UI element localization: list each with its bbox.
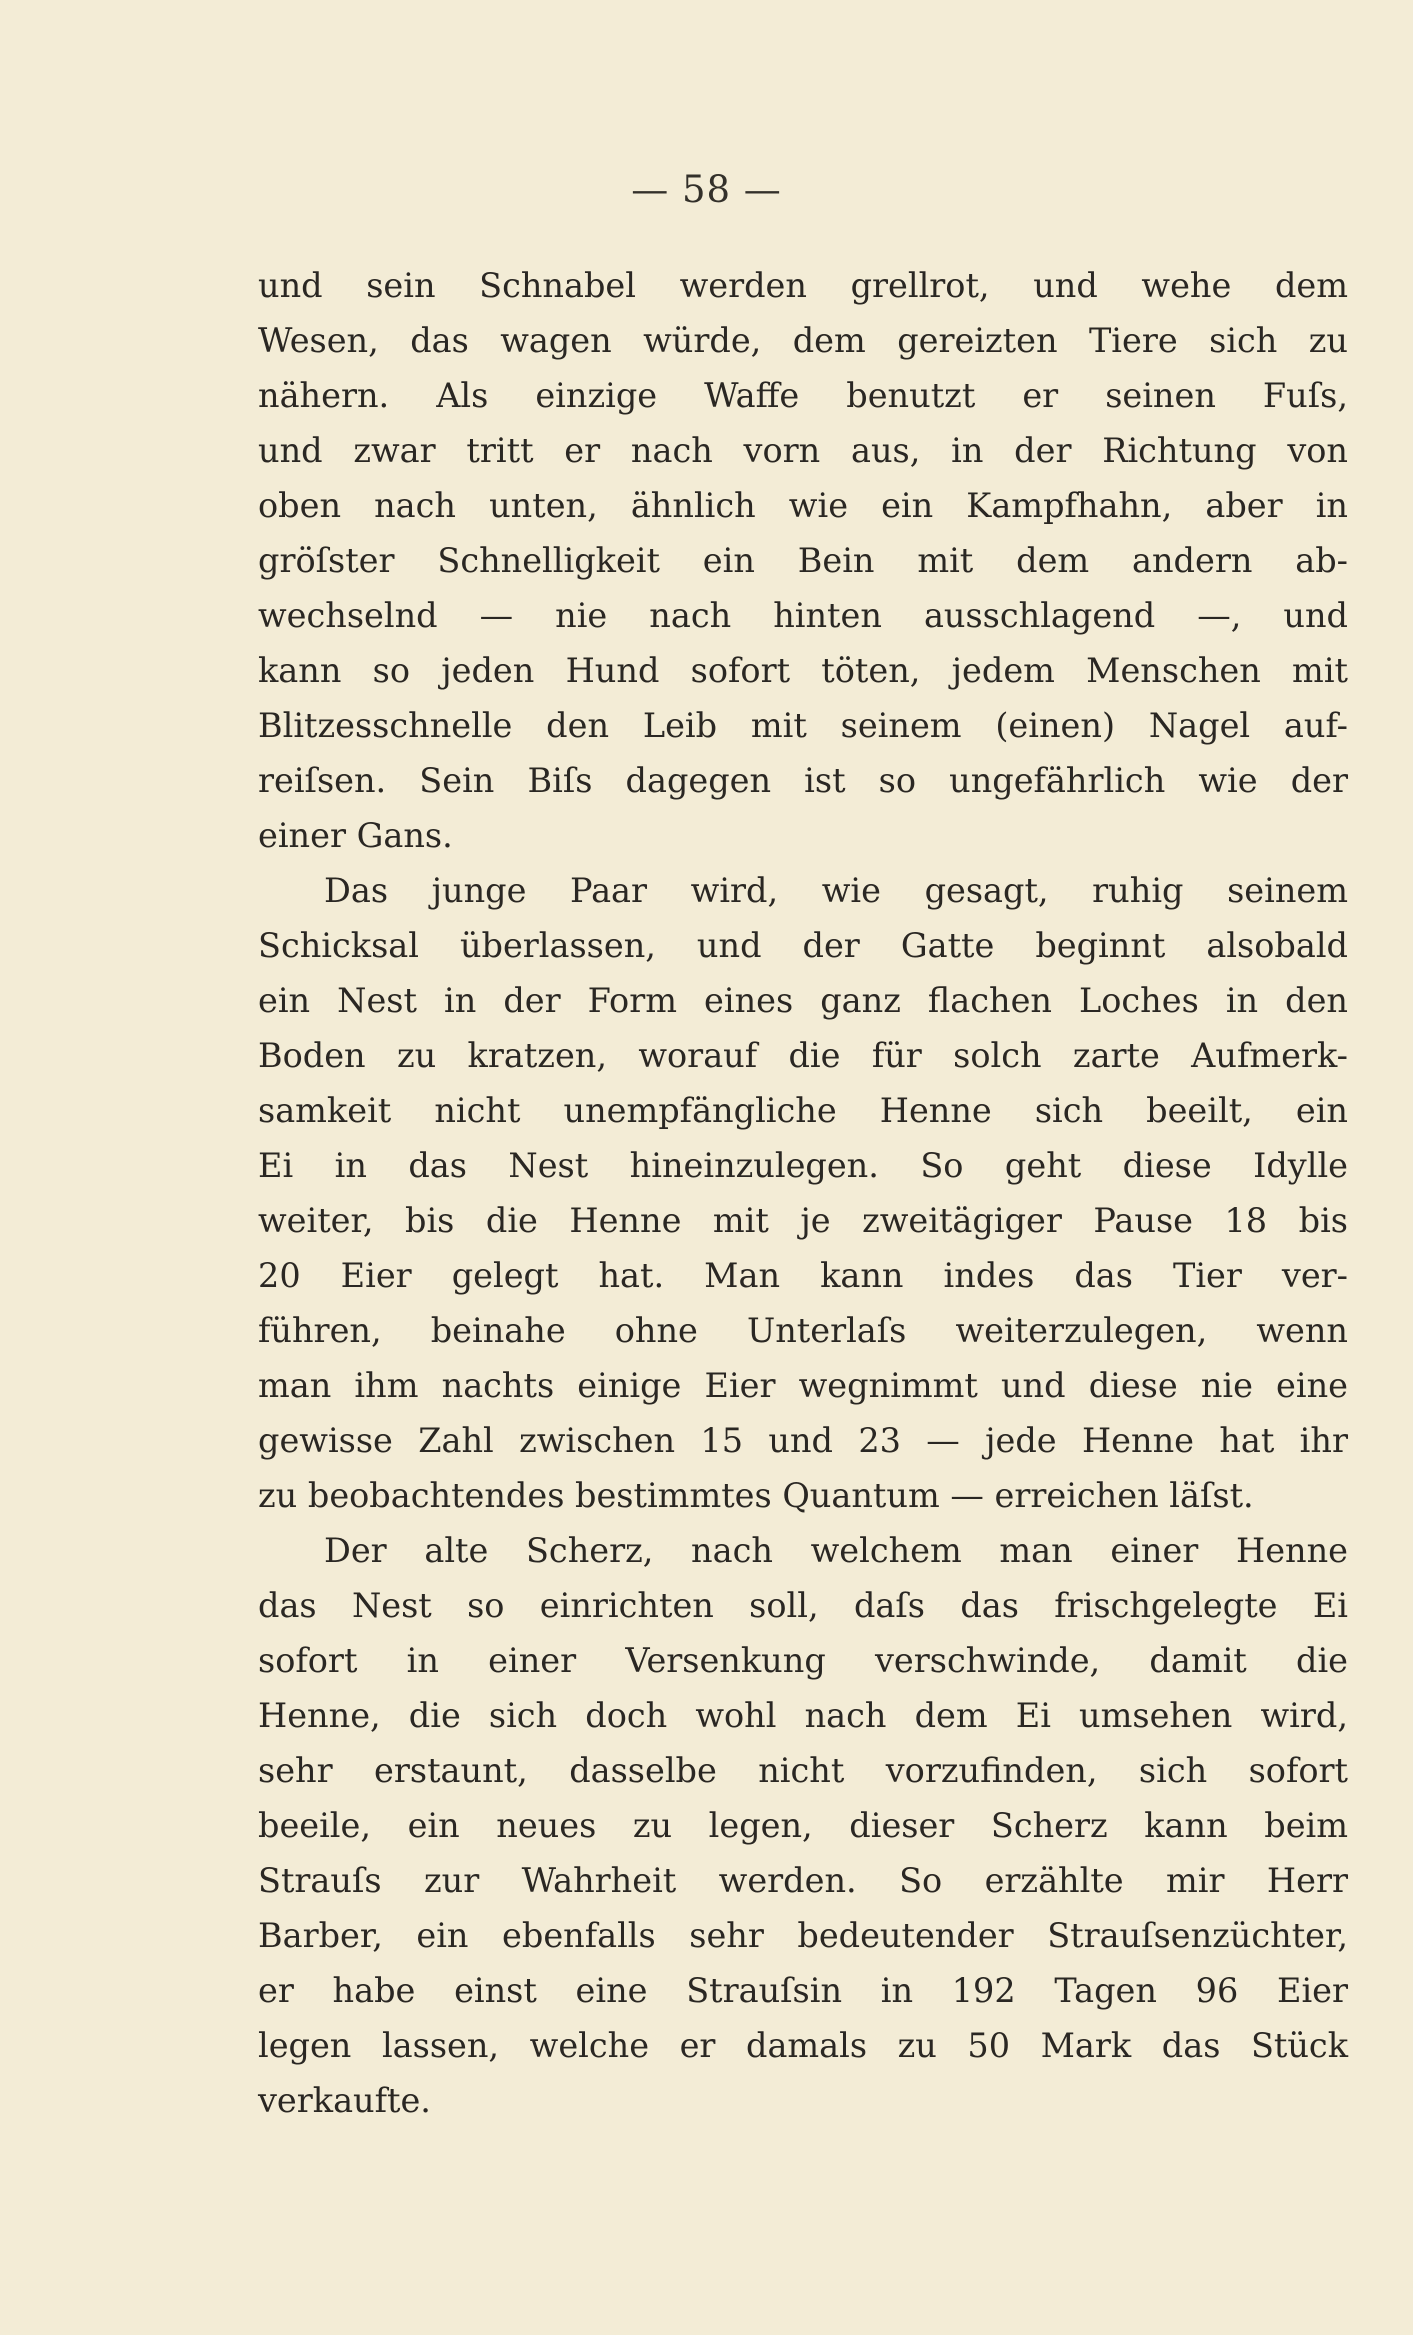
text-line: Der alte Scherz, nach welchem man einer Henne <box>324 1531 1348 1570</box>
text-line: führen, beinahe ohne Unterlaſs weiterzulegen, wenn <box>258 1311 1348 1350</box>
text-line: Schicksal überlassen, und der Gatte beginnt alsobald <box>258 926 1348 965</box>
text-line: sehr erstaunt, dasselbe nicht vorzufinden, sich sofort <box>258 1751 1348 1790</box>
text-line: und sein Schnabel werden grellrot, und wehe dem <box>258 266 1348 305</box>
text-line: reiſsen. Sein Biſs dagegen ist so ungefährlich wie der <box>258 761 1348 800</box>
text-line: gewisse Zahl zwischen 15 und 23 — jede Henne hat ihr <box>258 1421 1348 1460</box>
text-line: wechselnd — nie nach hinten ausschlagend —, und <box>258 596 1348 635</box>
text-line: zu beobachtendes bestimmtes Quantum — erreichen läſst. <box>258 1476 1254 1515</box>
text-line: Wesen, das wagen würde, dem gereizten Tiere sich zu <box>258 321 1348 360</box>
text-line: beeile, ein neues zu legen, dieser Scherz kann beim <box>258 1806 1348 1845</box>
text-line: Blitzesschnelle den Leib mit seinem (einen) Nagel auf- <box>258 706 1348 745</box>
text-line: sofort in einer Versenkung verschwinde, damit die <box>258 1641 1348 1680</box>
text-line: oben nach unten, ähnlich wie ein Kampfhahn, aber in <box>258 486 1348 525</box>
text-line: man ihm nachts einige Eier wegnimmt und diese nie eine <box>258 1366 1348 1405</box>
text-line: kann so jeden Hund sofort töten, jedem Menschen mit <box>258 651 1348 690</box>
text-line: gröſster Schnelligkeit ein Bein mit dem andern ab- <box>258 541 1348 580</box>
text-line: weiter, bis die Henne mit je zweitägiger Pause 18 bis <box>258 1201 1348 1240</box>
text-line: das Nest so einrichten soll, daſs das frischgelegte Ei <box>258 1586 1348 1625</box>
text-line: Ei in das Nest hineinzulegen. So geht diese Idylle <box>258 1146 1348 1185</box>
text-line: und zwar tritt er nach vorn aus, in der Richtung von <box>258 431 1348 470</box>
text-line: legen lassen, welche er damals zu 50 Mark das Stück <box>258 2026 1348 2065</box>
text-line: Barber, ein ebenfalls sehr bedeutender Strauſsenzüchter, <box>258 1916 1348 1955</box>
text-line: 20 Eier gelegt hat. Man kann indes das Tier ver- <box>258 1256 1348 1295</box>
text-line: Strauſs zur Wahrheit werden. So erzählte mir Herr <box>258 1861 1348 1900</box>
body-text <box>258 258 1348 2128</box>
text-line: Henne, die sich doch wohl nach dem Ei umsehen wird, <box>258 1696 1348 1735</box>
text-line: einer Gans. <box>258 816 453 855</box>
text-line: Boden zu kratzen, worauf die für solch zarte Aufmerk- <box>258 1036 1348 1075</box>
text-line: samkeit nicht unempfängliche Henne sich beeilt, ein <box>258 1091 1348 1130</box>
text-line: ein Nest in der Form eines ganz flachen Loches in den <box>258 981 1348 1020</box>
text-line: nähern. Als einzige Waffe benutzt er seinen Fuſs, <box>258 376 1348 415</box>
text-line: Das junge Paar wird, wie gesagt, ruhig seinem <box>324 871 1348 910</box>
page-number: — 58 — <box>631 168 782 211</box>
text-line: er habe einst eine Strauſsin in 192 Tagen 96 Eier <box>258 1971 1348 2010</box>
text-line: verkaufte. <box>258 2081 431 2120</box>
